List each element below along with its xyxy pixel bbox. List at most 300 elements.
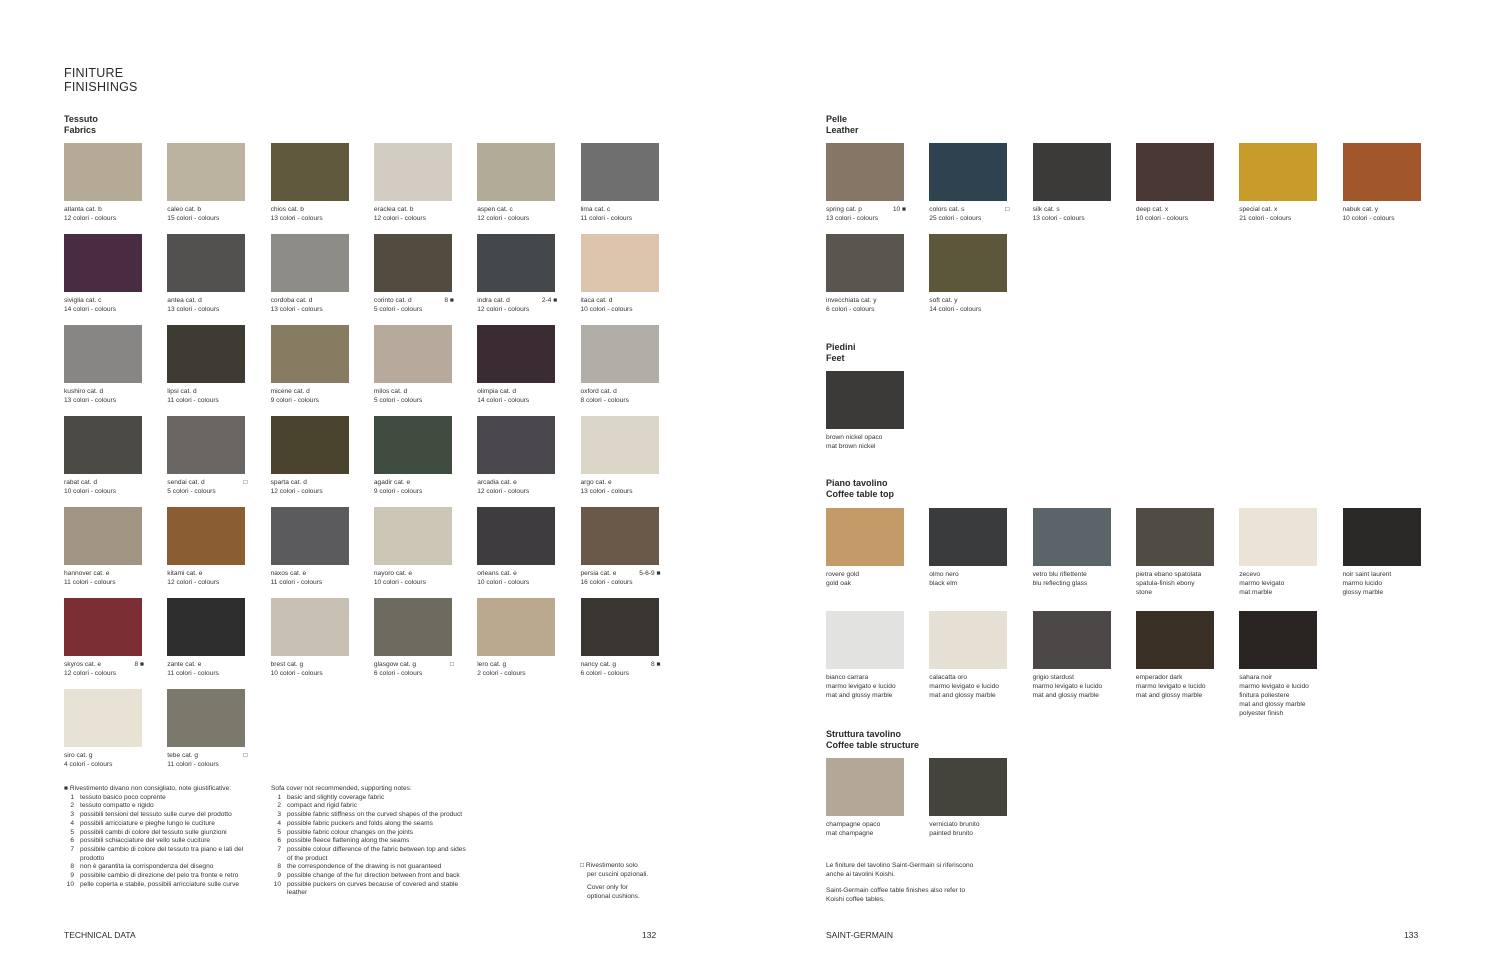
fabric-colours: 10 colori - colours (580, 306, 633, 313)
coffee-table-top-l3: finitura poliestere (1239, 692, 1290, 699)
fabrics-heading: Tessuto Fabrics (64, 114, 98, 135)
leather-swatch (1136, 143, 1214, 201)
coffee-table-structure-l2: mat champagne (826, 830, 874, 837)
fabric-colours: 10 colori - colours (64, 488, 117, 495)
fabric-name: cordoba cat. d (270, 297, 313, 304)
coffee-table-top-l2: gold oak (826, 580, 851, 587)
leather-swatch (929, 143, 1007, 201)
fabric-name: milos cat. d (373, 388, 408, 395)
fabric-name: itaca cat. d (580, 297, 613, 304)
fabric-colours: 11 colori - colours (270, 579, 323, 586)
note-number: 1 (70, 793, 74, 801)
coffee-table-top-l1: grigio stardust (1032, 674, 1075, 681)
koishi-info-note: Le finiture del tavolino Saint-Germain si riferiscono anche ai tavolini Koishi. Saint-Germain coffee table finishes also refer to Koishi coffee tables. (826, 862, 974, 904)
fabric-name: atlanta cat. b (64, 206, 102, 213)
fabric-caption (167, 387, 247, 405)
coffee-table-structure-caption (826, 820, 906, 838)
note-marker: 8 ■ (444, 297, 454, 304)
note-item (64, 837, 264, 846)
note-item (64, 794, 264, 803)
fabric-name: kushiro cat. d (64, 388, 104, 395)
fabric-caption (374, 296, 454, 314)
fabric-name: naxos cat. e (270, 570, 307, 577)
note-number: 9 (70, 872, 74, 880)
coffee-table-top-l2: marmo lucido (1342, 580, 1383, 587)
leather-swatch (1239, 143, 1317, 201)
fabric-colours: 6 colori - colours (580, 670, 629, 677)
leather-swatch (826, 234, 904, 292)
fabric-name: brest cat. g (270, 661, 304, 668)
fabric-name: agadir cat. e (373, 479, 411, 486)
fabric-swatch (271, 416, 349, 474)
note-text: possible change of the fur direction between front and back (287, 872, 460, 880)
fabric-colours: 13 colori - colours (167, 306, 220, 313)
fabric-name: sparta cat. d (270, 479, 307, 486)
coffee-table-top-caption (1343, 570, 1423, 597)
coffee-table-top-l1: noir saint laurent (1342, 571, 1392, 578)
fabric-colours: 9 colori - colours (270, 397, 319, 404)
fabric-name: lero cat. g (477, 661, 507, 668)
note-marker: □ (449, 661, 454, 668)
fabric-name: kitami cat. e (167, 570, 203, 577)
fabric-swatch (581, 598, 659, 656)
note-marker: 10 ■ (892, 206, 906, 213)
page-number: 133 (1404, 930, 1419, 940)
fabric-name: indra cat. d (477, 297, 510, 304)
coffee-table-top-l3: mat and glossy marble (826, 692, 893, 699)
coffee-table-top-l3: glossy marble (1342, 589, 1384, 596)
fabric-swatch (167, 507, 245, 565)
fabric-caption (64, 205, 144, 223)
coffee-table-top-caption (1136, 673, 1216, 700)
fabric-swatch (374, 325, 452, 383)
leather-colours: 10 colori - colours (1135, 215, 1188, 222)
coffee-table-top-l3: mat and glossy marble (1032, 692, 1099, 699)
fabric-swatch (374, 143, 452, 201)
fabric-caption (64, 478, 144, 496)
fabric-caption (477, 387, 557, 405)
fabric-name: olimpia cat. d (477, 388, 517, 395)
note-item (64, 863, 264, 872)
note-item (271, 846, 471, 863)
coffee-table-structure-l2: painted brunito (929, 830, 973, 837)
note-text: compact and rigid fabric (287, 802, 358, 810)
feet-l1: brown nickel opaco (826, 434, 883, 441)
fabric-name: lima cat. c (580, 206, 611, 213)
fabric-swatch (477, 325, 555, 383)
coffee-table-top-l3: mat marble (1239, 589, 1273, 596)
fabric-swatch (477, 234, 555, 292)
footer-label: TECHNICAL DATA (64, 930, 136, 940)
fabric-name: chios cat. b (270, 206, 304, 213)
note-item (271, 811, 471, 820)
coffee-table-top-l1: bianco carrara (826, 674, 869, 681)
note-number: 7 (277, 845, 281, 853)
fabric-name: zante cat. e (167, 661, 202, 668)
leather-colours: 13 colori - colours (1032, 215, 1085, 222)
coffee-table-structure-swatch (929, 758, 1007, 816)
fabric-name: glasgow cat. g (373, 661, 417, 668)
leather-name: invecchiata cat. y (826, 297, 877, 304)
coffee-table-top-swatch (1033, 508, 1111, 566)
fabric-name: tebe cat. g (167, 752, 199, 759)
fabric-caption (167, 296, 247, 314)
note-text: possibili cambi di colore del tessuto sulle giunzioni (80, 828, 227, 836)
fabric-caption (271, 660, 351, 678)
coffee-table-top-l2: marmo levigato e lucido (1032, 683, 1103, 690)
fabric-colours: 11 colori - colours (167, 761, 219, 768)
coffee-table-top-l2: marmo levigato e lucido (1135, 683, 1206, 690)
note-number: 7 (70, 845, 74, 853)
fabric-colours: 10 colori - colours (270, 670, 323, 677)
fabric-caption (271, 569, 351, 587)
fabric-colours: 11 colori - colours (167, 397, 219, 404)
page-title: FINITURE FINISHINGS (64, 66, 138, 94)
fabric-name: eraclea cat. b (373, 206, 414, 213)
fabric-swatch (374, 598, 452, 656)
fabric-caption (271, 296, 351, 314)
coffee-table-top-caption (826, 673, 906, 700)
coffee-table-top-swatch (1033, 611, 1111, 669)
fabric-caption (581, 205, 661, 223)
fabric-colours: 13 colori - colours (580, 488, 633, 495)
coffee-table-structure-l1: champagne opaco (826, 821, 881, 828)
cushion-note: □ Rivestimento solo per cuscini opzionali. Cover only for optional cushions. (580, 862, 649, 901)
fabric-caption (374, 387, 454, 405)
leather-name: special cat. x (1239, 206, 1278, 213)
fabric-caption (374, 478, 454, 496)
note-number: 10 (66, 880, 74, 888)
fabric-caption (477, 205, 557, 223)
note-marker: 8 ■ (134, 661, 144, 668)
fabric-caption (477, 660, 557, 678)
coffee-table-top-l2: marmo levigato (1239, 580, 1285, 587)
coffee-table-top-l1: pietra ebano spatolata (1135, 571, 1202, 578)
fabric-swatch (374, 234, 452, 292)
note-number: 8 (277, 863, 281, 871)
coffee-table-top-l2: blu reflecting glass (1032, 580, 1088, 587)
fabric-colours: 12 colori - colours (167, 579, 220, 586)
fabric-swatch (581, 234, 659, 292)
leather-colours: 6 colori - colours (826, 306, 875, 313)
fabric-swatch (64, 143, 142, 201)
fabric-caption (477, 296, 557, 314)
coffee-table-top-l1: emperador dark (1135, 674, 1183, 681)
leather-swatch (1343, 143, 1421, 201)
note-text: possibile cambio di direzione del pelo tra fronte e retro (80, 872, 239, 880)
fabric-colours: 13 colori - colours (270, 306, 323, 313)
leather-colours: 10 colori - colours (1342, 215, 1395, 222)
note-number: 5 (70, 828, 74, 836)
note-number: 1 (277, 793, 281, 801)
coffee-table-top-heading: Piano tavolino Coffee table top (826, 478, 895, 499)
footer-label: SAINT-GERMAIN (826, 930, 894, 940)
fabric-caption (374, 660, 454, 678)
fabric-swatch (271, 325, 349, 383)
fabric-name: orleans cat. e (477, 570, 517, 577)
leather-name: soft cat. y (929, 297, 958, 304)
fabric-caption (581, 569, 661, 587)
note-item (271, 829, 471, 838)
fabric-swatch (167, 598, 245, 656)
fabric-colours: 5 colori - colours (373, 306, 423, 313)
fabric-name: oxford cat. d (580, 388, 617, 395)
fabric-colours: 9 colori - colours (373, 488, 423, 495)
note-text: possibili arricciature e pieghe lungo le cuciture (80, 819, 215, 827)
fabric-colours: 12 colori - colours (477, 306, 530, 313)
leather-caption (826, 205, 906, 223)
coffee-table-top-l1: vetro blu riflettente (1032, 571, 1087, 578)
fabric-colours: 8 colori - colours (580, 397, 629, 404)
fabric-swatch (167, 143, 245, 201)
note-item (271, 820, 471, 829)
fabric-swatch (581, 325, 659, 383)
fabric-swatch (271, 234, 349, 292)
fabric-caption (581, 660, 661, 678)
note-item (64, 802, 264, 811)
leather-name: nabuk cat. y (1342, 206, 1379, 213)
note-number: 9 (277, 872, 281, 880)
leather-caption (1239, 205, 1319, 223)
fabric-caption (271, 205, 351, 223)
coffee-table-top-swatch (929, 611, 1007, 669)
note-text: possibili schiacciature del vello sulle cuciture (80, 837, 211, 845)
fabric-caption (167, 751, 247, 769)
fabric-colours: 14 colori - colours (477, 397, 530, 404)
note-text: possible fabric stiffness on the curved shapes of the product (287, 811, 463, 819)
coffee-table-top-l1: rovere gold (826, 571, 859, 578)
fabric-name: sendai cat. d (167, 479, 205, 486)
leather-heading: Pelle Leather (826, 114, 859, 135)
leather-caption (1033, 205, 1113, 223)
note-number: 4 (70, 819, 74, 827)
fabric-name: lipsi cat. d (167, 388, 197, 395)
note-number: 3 (70, 811, 74, 819)
fabric-caption (167, 569, 247, 587)
note-marker: □ (243, 479, 248, 486)
note-text: the correspondence of the drawing is not guaranteed (287, 863, 442, 871)
note-item (64, 829, 264, 838)
fabric-swatch (64, 689, 142, 747)
fabric-caption (374, 569, 454, 587)
fabric-swatch (271, 507, 349, 565)
leather-colours: 21 colori - colours (1239, 215, 1292, 222)
coffee-table-top-l1: zecevo (1239, 571, 1261, 578)
note-item (64, 846, 264, 863)
fabric-name: aspen cat. c (477, 206, 513, 213)
leather-colours: 13 colori - colours (826, 215, 879, 222)
leather-name: silk cat. s (1032, 206, 1060, 213)
note-number: 6 (277, 837, 281, 845)
fabric-name: caleo cat. b (167, 206, 202, 213)
note-number: 10 (273, 880, 281, 888)
note-text: pelle coperta e stabile, possibili arricciature sulle curve (80, 880, 240, 888)
coffee-table-top-l2: spatula-finish ebony (1135, 580, 1195, 587)
fabric-caption (477, 478, 557, 496)
fabric-colours: 11 colori - colours (580, 215, 633, 222)
leather-caption (1343, 205, 1423, 223)
note-text: possibili tensioni del tessuto sulle curve del prodotto (80, 811, 232, 819)
feet-swatch (826, 371, 904, 429)
coffee-table-top-swatch (1239, 508, 1317, 566)
fabric-colours: 10 colori - colours (373, 579, 426, 586)
page-number: 132 (642, 930, 657, 940)
fabric-caption (581, 296, 661, 314)
fabric-caption (167, 660, 247, 678)
fabric-colours: 12 colori - colours (477, 488, 530, 495)
fabric-caption (64, 660, 144, 678)
fabric-swatch (581, 143, 659, 201)
coffee-table-top-swatch (826, 508, 904, 566)
fabric-colours: 12 colori - colours (64, 670, 117, 677)
fabric-colours: 12 colori - colours (373, 215, 426, 222)
fabric-colours: 14 colori - colours (64, 306, 117, 313)
fabric-swatch (477, 507, 555, 565)
coffee-table-top-swatch (1136, 508, 1214, 566)
leather-caption (826, 296, 906, 314)
coffee-table-structure-caption (929, 820, 1009, 838)
note-text: possible fabric colour changes on the joints (287, 828, 414, 836)
note-item (64, 872, 264, 881)
fabric-name: nancy cat. g (580, 661, 617, 668)
note-text: possible fabric puckers and folds along the seams (287, 819, 433, 827)
feet-heading: Piedini Feet (826, 342, 856, 363)
note-number: 6 (70, 837, 74, 845)
fabric-swatch (271, 598, 349, 656)
fabric-swatch (64, 325, 142, 383)
fabric-caption (271, 387, 351, 405)
leather-colours: 25 colori - colours (929, 215, 982, 222)
coffee-table-top-l2: black elm (929, 580, 958, 587)
note-marker: 8 ■ (651, 661, 661, 668)
fabric-colours: 12 colori - colours (64, 215, 117, 222)
fabric-swatch (374, 507, 452, 565)
coffee-table-top-caption (1239, 570, 1319, 597)
coffee-table-top-caption (1136, 570, 1216, 597)
note-text: tessuto compatto e rigido (80, 802, 154, 810)
fabric-colours: 12 colori - colours (477, 215, 530, 222)
coffee-table-top-l2: marmo levigato e lucido (826, 683, 896, 690)
fabric-swatch (167, 234, 245, 292)
fabric-name: rabat cat. d (64, 479, 97, 486)
note-item (64, 820, 264, 829)
fabric-swatch (374, 416, 452, 474)
feet-caption (826, 433, 906, 451)
coffee-table-top-l1: olmo nero (929, 571, 959, 578)
coffee-table-top-caption (1239, 673, 1319, 718)
fabric-colours: 6 colori - colours (373, 670, 423, 677)
fabric-swatch (477, 598, 555, 656)
note-text: basic and slightly coverage fabric (287, 793, 385, 801)
note-text: possibile cambio di colore del tessuto tra piano e lati del prodotto (80, 845, 244, 862)
coffee-table-top-swatch (1343, 508, 1421, 566)
fabric-caption (581, 478, 661, 496)
note-number: 4 (277, 819, 281, 827)
fabric-swatch (477, 143, 555, 201)
fabric-swatch (167, 689, 245, 747)
fabric-colours: 5 colori - colours (167, 488, 216, 495)
fabric-name: skyros cat. e (64, 661, 102, 668)
note-number: 8 (70, 863, 74, 871)
coffee-table-top-l2: marmo levigato e lucido (1239, 683, 1309, 690)
note-item (271, 863, 471, 872)
note-text: possible colour difference of the fabric between top and sides of the product (287, 845, 466, 862)
note-marker: □ (1005, 206, 1010, 213)
fabric-name: siviglia cat. c (64, 297, 102, 304)
feet-l2: mat brown nickel (826, 443, 876, 450)
note-number: 3 (277, 811, 281, 819)
note-text: tessuto basico poco coprente (80, 793, 166, 801)
note-text: possible puckers on curves because of covered and stable leather (287, 880, 459, 897)
coffee-table-structure-swatch (826, 758, 904, 816)
fabric-caption (64, 296, 144, 314)
coffee-table-top-caption (1033, 570, 1113, 588)
note-text: non è garantita la corrispondenza del disegno (80, 863, 214, 871)
fabric-caption (167, 478, 247, 496)
fabric-colours: 12 colori - colours (270, 488, 323, 495)
coffee-table-top-caption (929, 673, 1009, 700)
coffee-table-top-swatch (1239, 611, 1317, 669)
fabric-caption (374, 205, 454, 223)
fabric-swatch (167, 325, 245, 383)
note-number: 2 (70, 802, 74, 810)
fabric-swatch (581, 507, 659, 565)
leather-name: colors cat. s (929, 206, 965, 213)
leather-colours: 14 colori - colours (929, 306, 982, 313)
fabric-name: micene cat. d (270, 388, 310, 395)
notes-italian: ■ Rivestimento divano non consigliato, note giustificative: 1 tessuto basico poco coprente 2 tessuto compatto e rigido 3 possibili tensioni del tessuto sulle curve del prodotto 4 possibili arricciature e pieghe lungo le cuciture 5 possibili cambi di colore del tessuto sulle giunzioni 6 possibili schiacciature del vello sulle cuciture 7 possibile cambio di colore del tessuto tra piano e lati del prodotto 8 non è garantita la corrispondenza del disegno 9 possibile cambio di direzione del pelo tra fronte e retro 10 pelle coperta e stabile, possibili arricciature sulle curve (64, 785, 264, 889)
fabric-swatch (64, 416, 142, 474)
coffee-table-top-l3: mat and glossy marble (929, 692, 996, 699)
fabric-swatch (167, 416, 245, 474)
fabric-swatch (64, 507, 142, 565)
coffee-table-top-l3: stone (1135, 589, 1153, 596)
fabric-colours: 13 colori - colours (64, 397, 117, 404)
coffee-table-top-l3: mat and glossy marble (1135, 692, 1203, 699)
coffee-table-top-swatch (1136, 611, 1214, 669)
note-item (271, 881, 471, 898)
fabric-name: arcadia cat. e (477, 479, 517, 486)
leather-name: spring cat. p (826, 206, 862, 213)
fabric-colours: 10 colori - colours (477, 579, 530, 586)
fabric-colours: 15 colori - colours (167, 215, 220, 222)
coffee-table-top-caption (1033, 673, 1113, 700)
coffee-table-top-swatch (929, 508, 1007, 566)
note-number: 2 (277, 802, 281, 810)
coffee-table-top-swatch (826, 611, 904, 669)
fabric-caption (167, 205, 247, 223)
note-item (271, 802, 471, 811)
coffee-table-top-l4: mat and glossy marble (1239, 701, 1306, 708)
coffee-table-top-l5: polyester finish (1239, 710, 1284, 717)
note-marker: 2-4 ■ (541, 297, 558, 304)
leather-caption (929, 296, 1009, 314)
fabric-name: corinto cat. d (373, 297, 412, 304)
leather-swatch (1033, 143, 1111, 201)
fabric-caption (64, 751, 144, 769)
fabric-caption (64, 569, 144, 587)
fabric-swatch (581, 416, 659, 474)
fabric-colours: 5 colori - colours (373, 397, 423, 404)
notes-english: Sofa cover not recommended, supporting notes: 1 basic and slightly coverage fabric 2 compact and rigid fabric 3 possible fabric stiffness on the curved shapes of the product 4 possible fabric puckers and folds along the seams 5 possible fabric colour changes on the joints 6 possible fleece flattening along the seams 7 possible colour difference of the fabric between top and sides of the product 8 the correspondence of the drawing is not guaranteed 9 possible change of the fur direction between front and back 10 possible puckers on curves because of covered and stable leather (271, 785, 471, 898)
fabric-name: antea cat. d (167, 297, 202, 304)
fabric-colours: 16 colori - colours (580, 579, 633, 586)
fabric-caption (271, 478, 351, 496)
coffee-table-top-l1: calacatta oro (929, 674, 968, 681)
fabric-name: argo cat. e (580, 479, 612, 486)
coffee-table-structure-heading: Struttura tavolino Coffee table structure (826, 729, 920, 750)
note-item (271, 794, 471, 803)
